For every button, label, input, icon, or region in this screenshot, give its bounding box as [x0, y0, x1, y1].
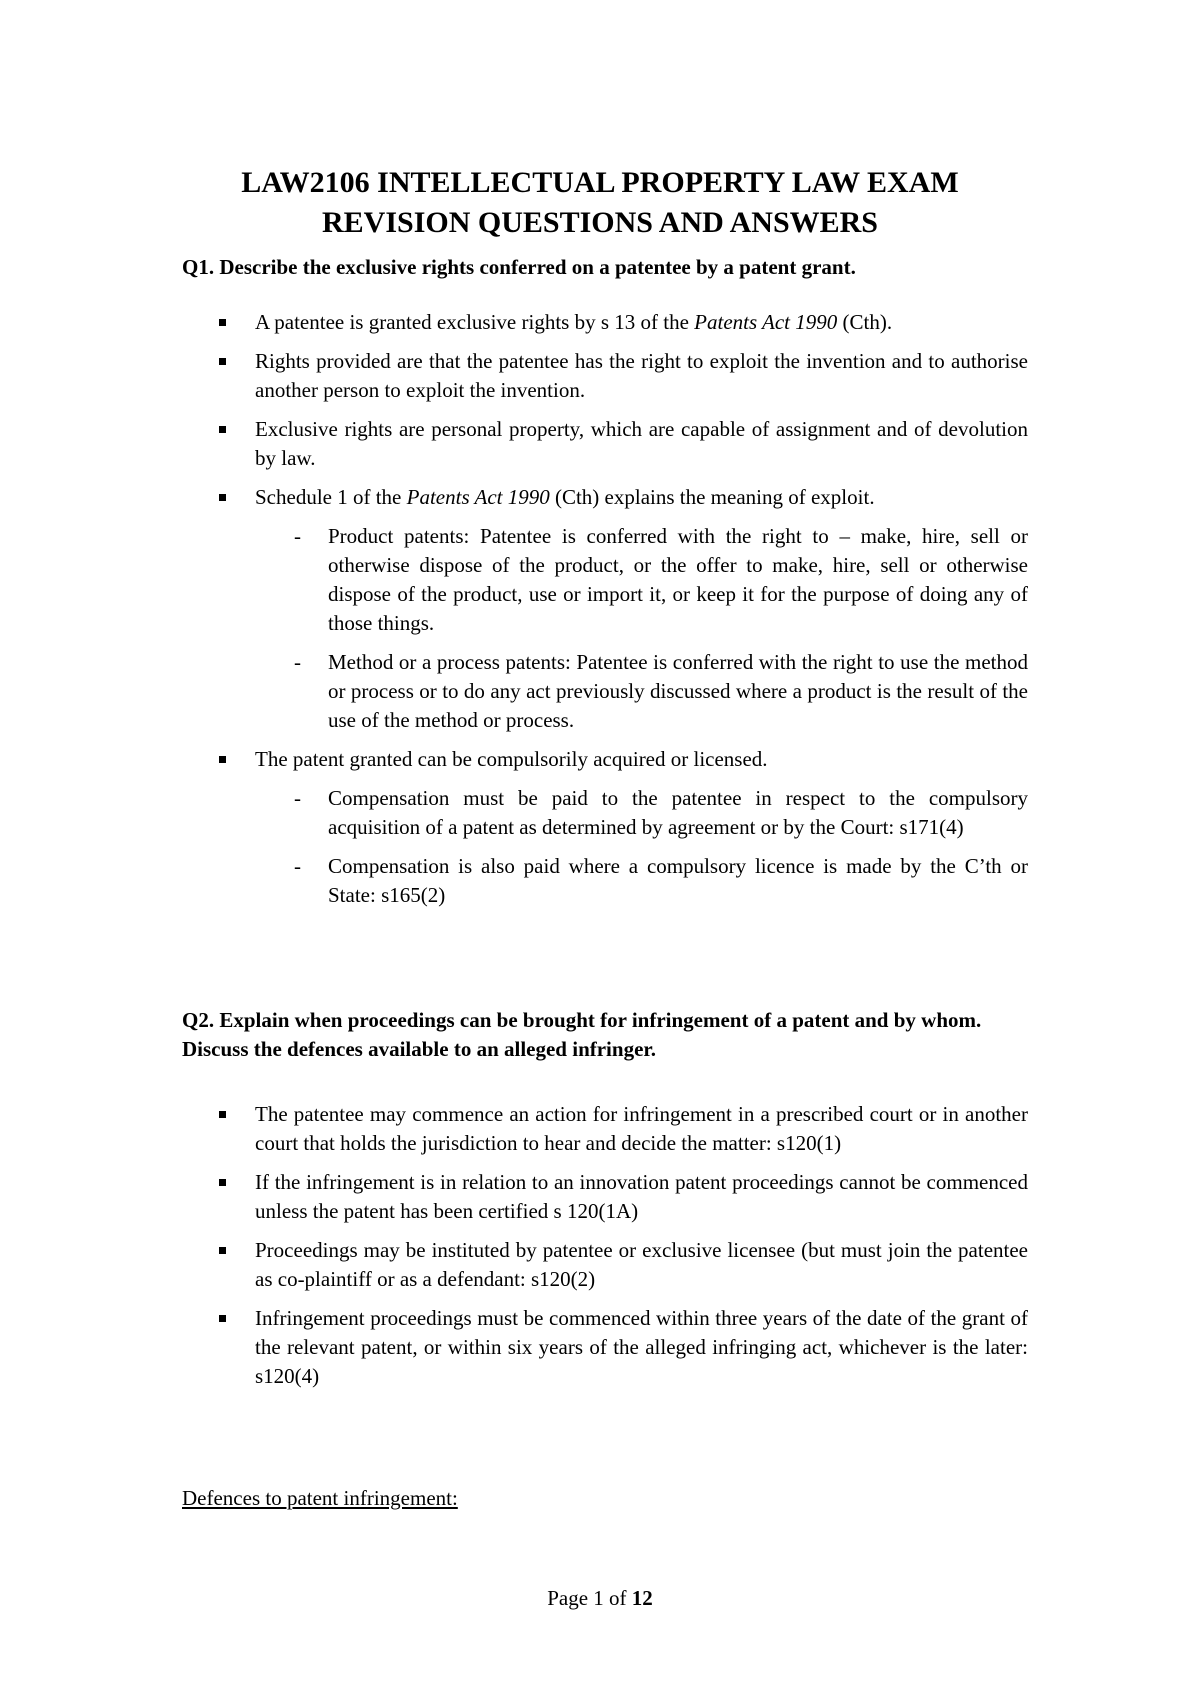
- q1-b4-pre: Schedule 1 of the: [255, 485, 407, 509]
- bullet-square-icon: [219, 494, 226, 501]
- q2-bullet-1: [182, 1100, 1028, 1158]
- q1-b5-subitem-2: [182, 852, 1028, 910]
- q1-bullet-4: [182, 483, 1028, 735]
- q2-b2-text: If the infringement is in relation to an innovation patent proceedings cannot be commenced unless the patent has been certified s 120(1A): [255, 1170, 1028, 1223]
- q1-bullet-1: [182, 308, 1028, 337]
- q2-b3-text: Proceedings may be instituted by patentee or exclusive licensee (but must join the patentee as co-plaintiff or as a defendant: s120(2): [255, 1238, 1028, 1291]
- q2-bullet-list: [182, 1100, 1028, 1401]
- q2-b1-text: The patentee may commence an action for infringement in a prescribed court or in another court that holds the jurisdiction to hear and decide the matter: s120(1): [255, 1102, 1028, 1155]
- q2-b4-text: Infringement proceedings must be commenced within three years of the date of the grant of the relevant patent, or within six years of the alleged infringing act, whichever is the later: s120(4): [255, 1306, 1028, 1388]
- title-line-1: LAW2106 INTELLECTUAL PROPERTY LAW EXAM: [241, 166, 959, 199]
- bullet-square-icon: [219, 319, 226, 326]
- bullet-square-icon: [219, 756, 226, 763]
- q1-b1-post: (Cth).: [837, 310, 893, 334]
- q1-b4-subitem-2: [182, 648, 1028, 735]
- q1-heading: Q1. Describe the exclusive rights conferred on a patentee by a patent grant.: [182, 255, 856, 279]
- q1-b5-text: The patent granted can be compulsorily acquired or licensed.: [255, 747, 768, 771]
- q1-bullet-2: [182, 347, 1028, 405]
- dash-icon: -: [294, 786, 301, 810]
- q1-b1-pre: A patentee is granted exclusive rights by s 13 of the: [255, 310, 695, 334]
- bullet-square-icon: [219, 1111, 226, 1118]
- q1-bullet-3: [182, 415, 1028, 473]
- bullet-square-icon: [219, 1315, 226, 1322]
- q2-heading: Q2. Explain when proceedings can be brought for infringement of a patent and by whom. Discuss the defences available to an alleged infringer.: [182, 1008, 982, 1061]
- bullet-square-icon: [219, 358, 226, 365]
- document-title: [160, 163, 1040, 243]
- title-line-2: REVISION QUESTIONS AND ANSWERS: [322, 206, 878, 239]
- q1-b4-sublist: [182, 522, 1028, 735]
- q1-b5-sublist: [182, 784, 1028, 910]
- page-total: 12: [631, 1586, 653, 1610]
- q1-b2-text: Rights provided are that the patentee has the right to exploit the invention and to authorise another person to exploit the invention.: [255, 349, 1028, 402]
- q1-b5-sub1-text: Compensation must be paid to the patentee in respect to the compulsory acquisition of a patent as determined by agreement or by the Court: s171(4): [328, 786, 1028, 839]
- q1-b4-post: (Cth) explains the meaning of exploit.: [549, 485, 875, 509]
- page-footer: [0, 1584, 1200, 1613]
- bullet-square-icon: [219, 426, 226, 433]
- q2-bullet-4: [182, 1304, 1028, 1391]
- dash-icon: -: [294, 524, 301, 548]
- bullet-square-icon: [219, 1247, 226, 1254]
- q1-b4-sub1-text: Product patents: Patentee is conferred with the right to – make, hire, sell or otherwise dispose of the product, or the offer to make, hire, sell or otherwise dispose of the product, use or import it, or keep it for the purpose of doing any of those things.: [328, 524, 1028, 635]
- dash-icon: -: [294, 854, 301, 878]
- q1-b1-act: Patents Act 1990: [694, 310, 838, 334]
- q1-bullet-5: [182, 745, 1028, 910]
- q1-b4-sub2-text: Method or a process patents: Patentee is conferred with the right to use the method or process or to do any act previously discussed where a product is the result of the use of the method or process.: [328, 650, 1028, 732]
- q1-b5-sub2-text: Compensation is also paid where a compulsory licence is made by the C’th or State: s165(2): [328, 854, 1028, 907]
- q1-b4-subitem-1: [182, 522, 1028, 638]
- bullet-square-icon: [219, 1179, 226, 1186]
- page-label: Page 1 of: [547, 1586, 627, 1610]
- q1-b5-subitem-1: [182, 784, 1028, 842]
- defences-heading: Defences to patent infringement:: [182, 1486, 458, 1510]
- q1-b3-text: Exclusive rights are personal property, which are capable of assignment and of devolution by law.: [255, 417, 1028, 470]
- dash-icon: -: [294, 650, 301, 674]
- q2-bullet-2: [182, 1168, 1028, 1226]
- q1-b4-act: Patents Act 1990: [406, 485, 550, 509]
- q1-bullet-list: [182, 308, 1028, 920]
- q2-bullet-3: [182, 1236, 1028, 1294]
